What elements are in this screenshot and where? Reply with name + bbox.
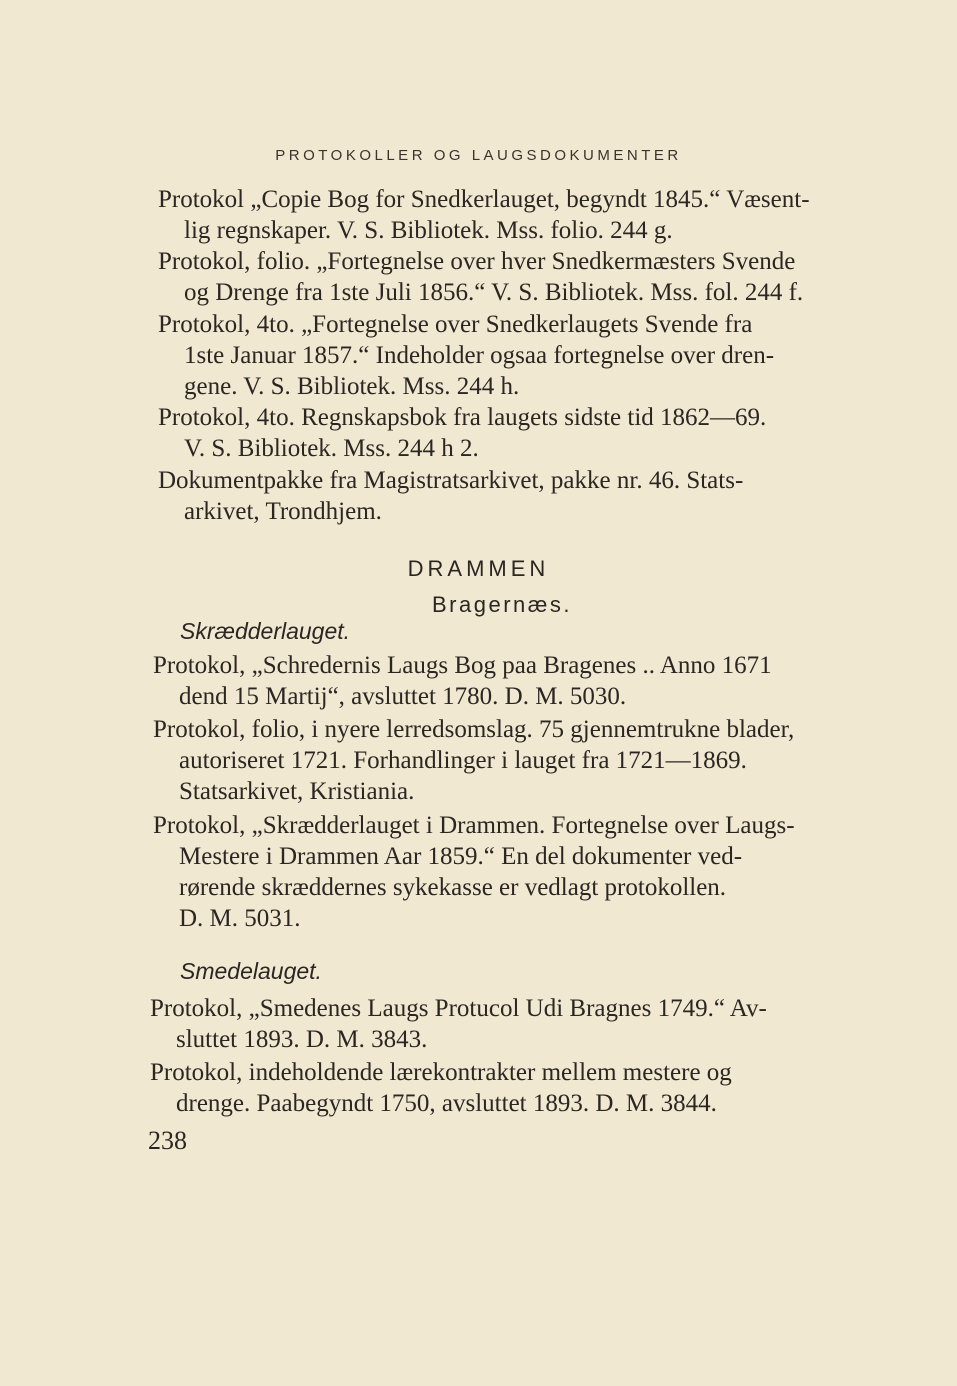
entry-line: Protokol, indeholdende lærekontrakter mellem mestere og xyxy=(150,1059,732,1086)
entry-line: lig regnskaper. V. S. Bibliotek. Mss. folio. 244 g. xyxy=(184,217,673,244)
entry-line: autoriseret 1721. Forhandlinger i lauget fra 1721—1869. xyxy=(179,747,747,774)
district-heading: Bragernæs. xyxy=(432,592,572,617)
entry-snedker-fortegnelse-1857 xyxy=(158,309,880,402)
city-heading: DRAMMEN xyxy=(407,556,550,581)
entry-line: Protokol „Copie Bog for Snedkerlauget, begyndt 1845.“ Væsent- xyxy=(158,186,810,213)
entry-snedker-regnskapsbok xyxy=(158,402,880,464)
entry-line: gene. V. S. Bibliotek. Mss. 244 h. xyxy=(184,373,520,400)
entry-line: Protokol, „Skrædderlauget i Drammen. Fortegnelse over Laugs- xyxy=(153,812,795,839)
guild-heading-skraedder: Skrædderlauget. xyxy=(180,618,351,644)
entry-line: Dokumentpakke fra Magistratsarkivet, pakke nr. 46. Stats- xyxy=(158,467,744,494)
running-head: PROTOKOLLER OG LAUGSDOKUMENTER xyxy=(275,147,682,164)
entry-smede-protucol xyxy=(150,993,872,1055)
entry-line: Protokol, 4to. Regnskapsbok fra laugets sidste tid 1862—69. xyxy=(158,404,767,431)
entry-line: Protokol, 4to. „Fortegnelse over Snedkerlaugets Svende fra xyxy=(158,311,753,338)
entry-line: Mestere i Drammen Aar 1859.“ En del dokumenter ved- xyxy=(179,843,743,870)
entry-line: og Drenge fra 1ste Juli 1856.“ V. S. Bibliotek. Mss. fol. 244 f. xyxy=(184,279,804,306)
entry-line: rørende skræddernes sykekasse er vedlagt protokollen. xyxy=(179,874,727,901)
entry-snedker-copiebog xyxy=(158,184,880,246)
entry-dokumentpakke xyxy=(158,465,880,527)
entry-line: Protokol, „Smedenes Laugs Protucol Udi Bragnes 1749.“ Av- xyxy=(150,995,767,1022)
entry-line: Protokol, folio. „Fortegnelse over hver Snedkermæsters Svende xyxy=(158,248,796,275)
entry-line: arkivet, Trondhjem. xyxy=(184,498,382,525)
entry-smede-laerekontrakter xyxy=(150,1057,872,1119)
entry-skraedder-drammen xyxy=(153,810,875,934)
page-number: 238 xyxy=(148,1126,187,1155)
entry-line: 1ste Januar 1857.“ Indeholder ogsaa fortegnelse over dren- xyxy=(184,342,775,369)
entry-snedker-fortegnelse-1856 xyxy=(158,246,880,308)
entry-line: Protokol, folio, i nyere lerredsomslag. 75 gjennemtrukne blader, xyxy=(153,716,795,743)
entry-line: D. M. 5031. xyxy=(179,905,301,932)
entry-skraedder-laugsbog xyxy=(153,650,875,712)
guild-heading-smede: Smedelauget. xyxy=(180,958,322,984)
entry-line: Statsarkivet, Kristiania. xyxy=(179,778,415,805)
entry-line: Protokol, „Schredernis Laugs Bog paa Bragenes .. Anno 1671 xyxy=(153,652,772,679)
entry-line: drenge. Paabegyndt 1750, avsluttet 1893. D. M. 3844. xyxy=(176,1090,717,1117)
entry-line: dend 15 Martij“, avsluttet 1780. D. M. 5030. xyxy=(179,683,627,710)
entry-skraedder-folio xyxy=(153,714,875,807)
entry-line: sluttet 1893. D. M. 3843. xyxy=(176,1026,428,1053)
entry-line: V. S. Bibliotek. Mss. 244 h 2. xyxy=(184,435,479,462)
